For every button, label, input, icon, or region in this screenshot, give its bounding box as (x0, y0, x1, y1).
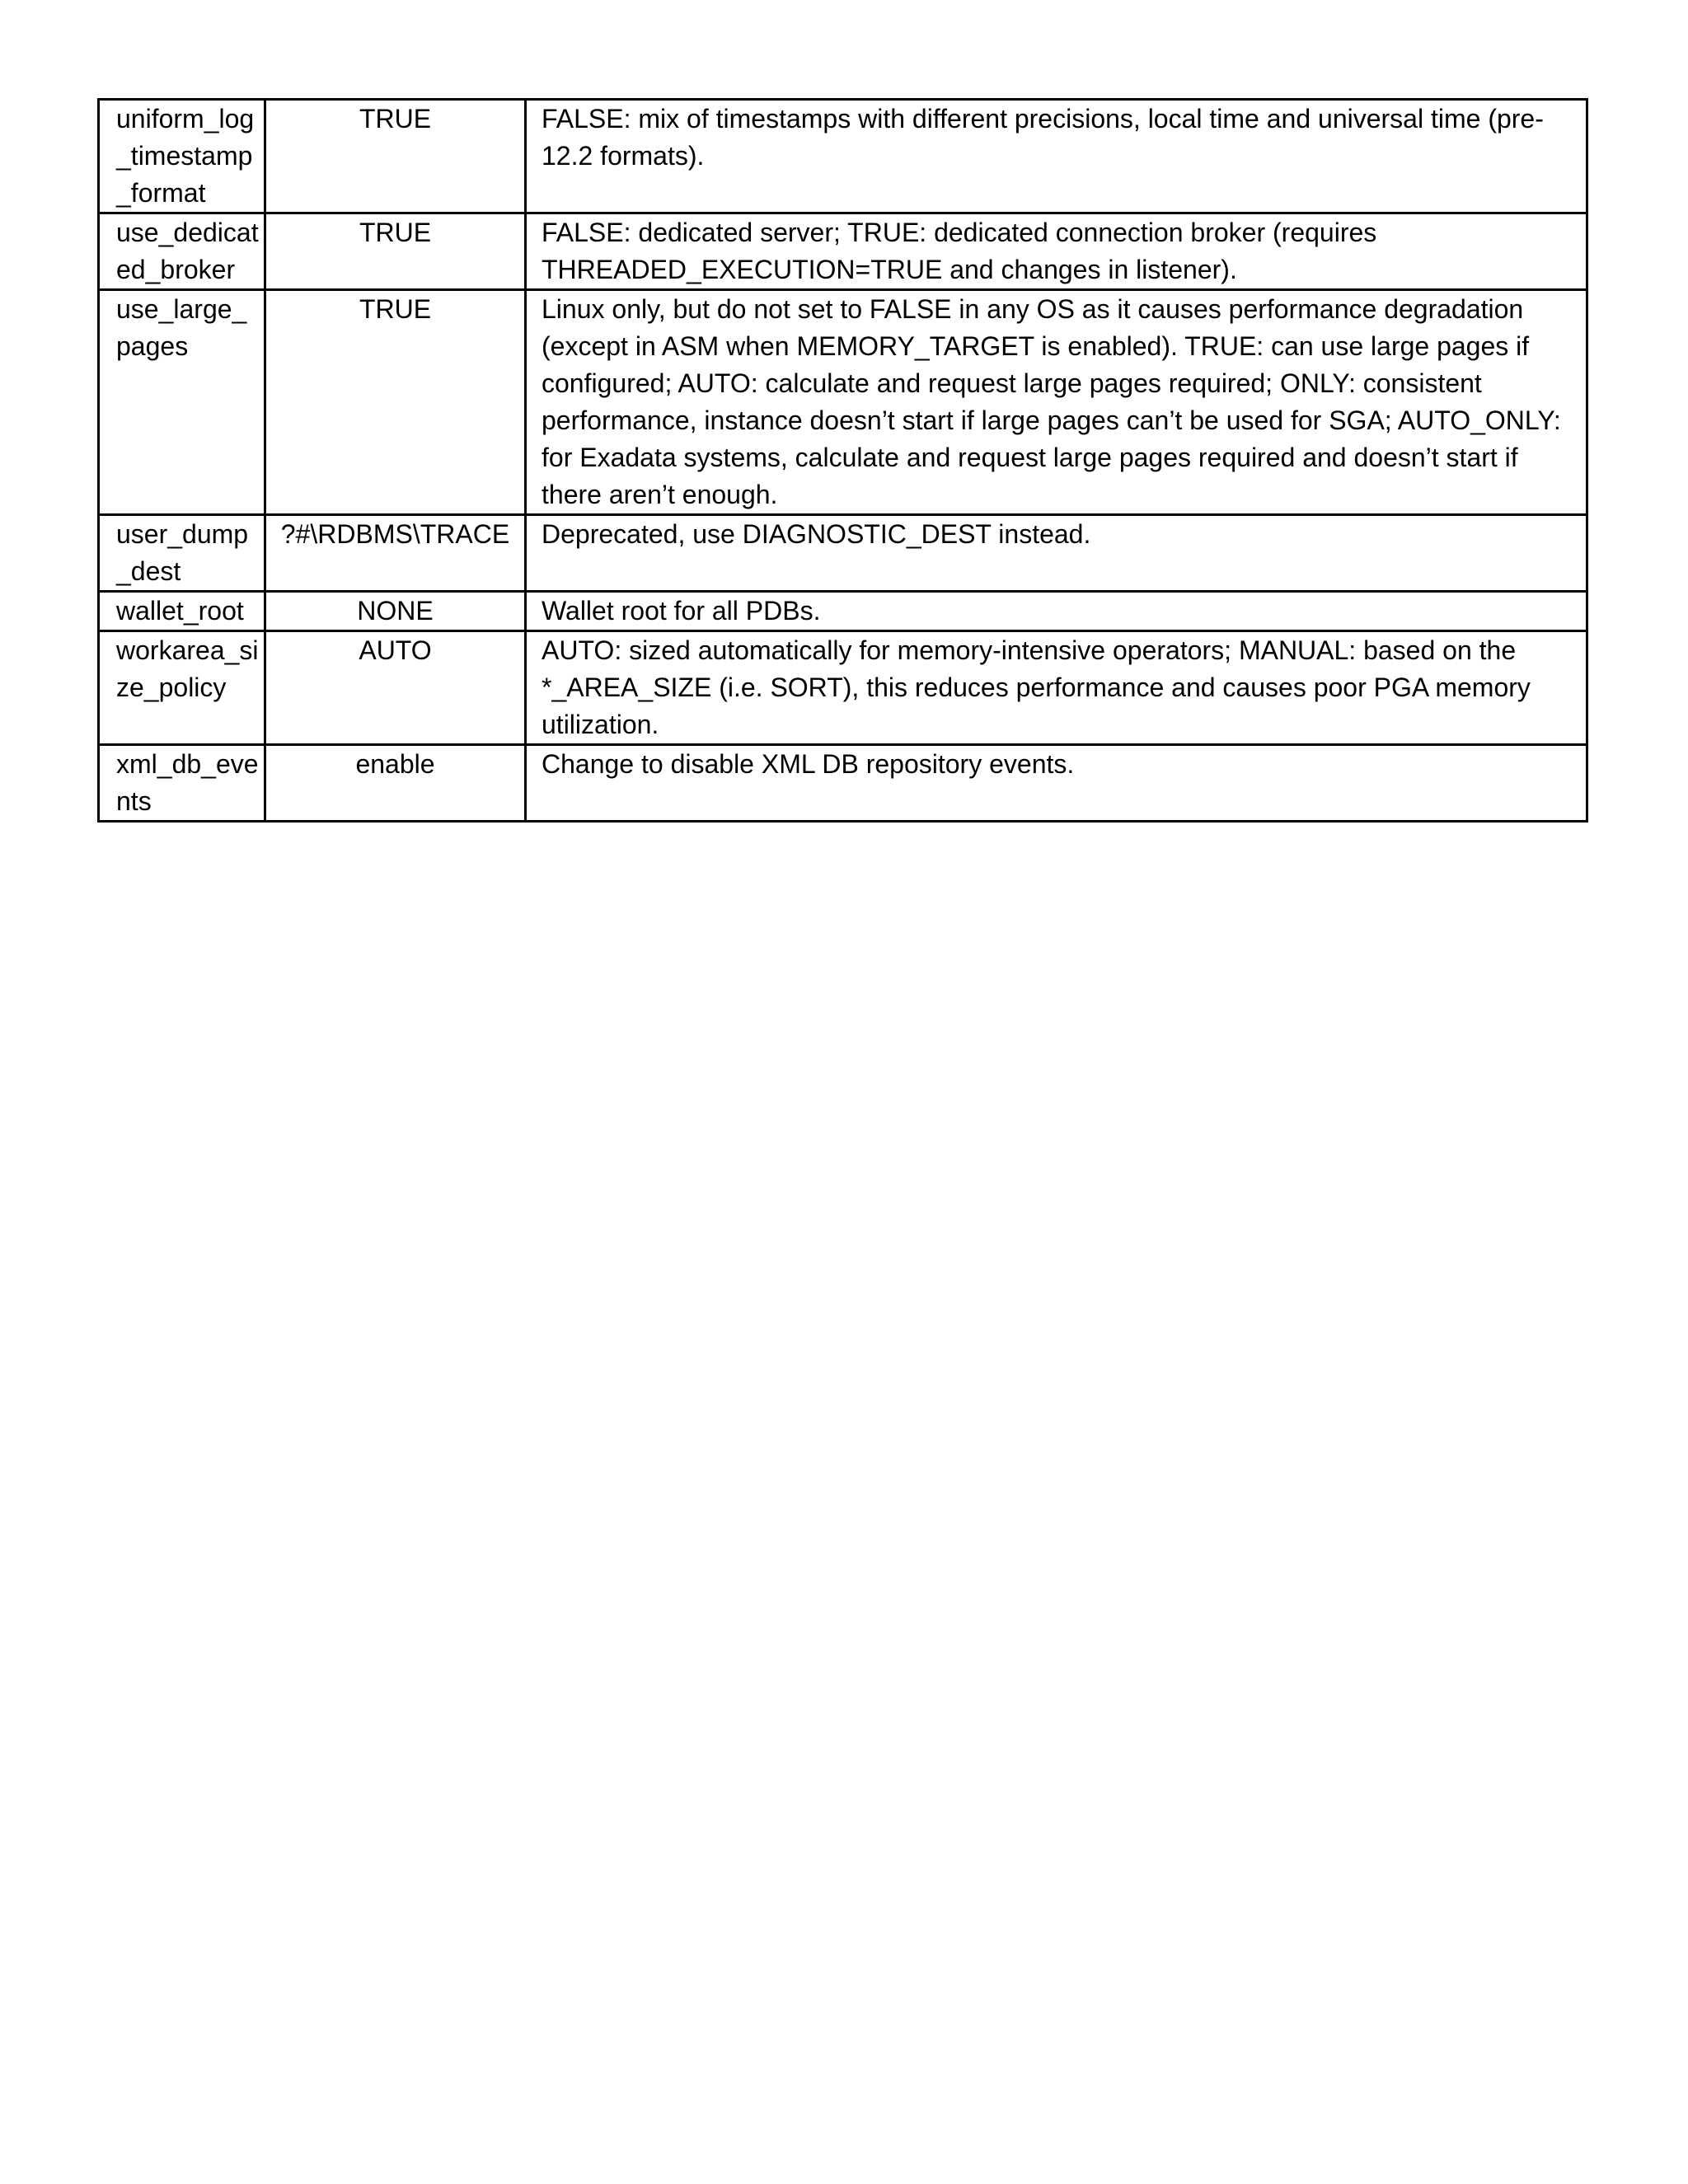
description-cell: FALSE: mix of timestamps with different precisions, local time and universal time (pre-12.2 formats). (526, 100, 1587, 213)
parameter-name-cell: use_dedicated_broker (99, 213, 265, 290)
default-value-cell: AUTO (265, 631, 526, 745)
description-cell: Wallet root for all PDBs. (526, 592, 1587, 631)
table-row (99, 515, 1587, 592)
table-row (99, 213, 1587, 290)
parameters-table (97, 98, 1588, 823)
parameter-name-cell: use_large_pages (99, 290, 265, 515)
table-row (99, 100, 1587, 213)
default-value-cell: enable (265, 745, 526, 822)
default-value-cell: NONE (265, 592, 526, 631)
default-value-cell: TRUE (265, 290, 526, 515)
default-value-cell: TRUE (265, 213, 526, 290)
table-row (99, 592, 1587, 631)
parameter-name-cell: workarea_size_policy (99, 631, 265, 745)
table-row (99, 631, 1587, 745)
description-cell: FALSE: dedicated server; TRUE: dedicated connection broker (requires THREADED_EXECUTION=TRUE and changes in listener). (526, 213, 1587, 290)
description-cell: Linux only, but do not set to FALSE in any OS as it causes performance degradation (except in ASM when MEMORY_TARGET is enabled). TRUE: can use large pages if configured; AUTO: calculate and request large pages required; ONLY: consistent performance, instance doesn’t start if large pages can’t be used for SGA; AUTO_ONLY: for Exadata systems, calculate and request large pages required and doesn’t start if there aren’t enough. (526, 290, 1587, 515)
description-cell: AUTO: sized automatically for memory-intensive operators; MANUAL: based on the *_AREA_SIZE (i.e. SORT), this reduces performance and causes poor PGA memory utilization. (526, 631, 1587, 745)
description-cell: Deprecated, use DIAGNOSTIC_DEST instead. (526, 515, 1587, 592)
default-value-cell: ?#\RDBMS\TRACE (265, 515, 526, 592)
parameter-name-cell: user_dump_dest (99, 515, 265, 592)
default-value-cell: TRUE (265, 100, 526, 213)
parameter-name-cell: uniform_log_timestamp_format (99, 100, 265, 213)
table-row (99, 745, 1587, 822)
parameter-name-cell: wallet_root (99, 592, 265, 631)
table-row (99, 290, 1587, 515)
parameter-name-cell: xml_db_events (99, 745, 265, 822)
description-cell: Change to disable XML DB repository events. (526, 745, 1587, 822)
